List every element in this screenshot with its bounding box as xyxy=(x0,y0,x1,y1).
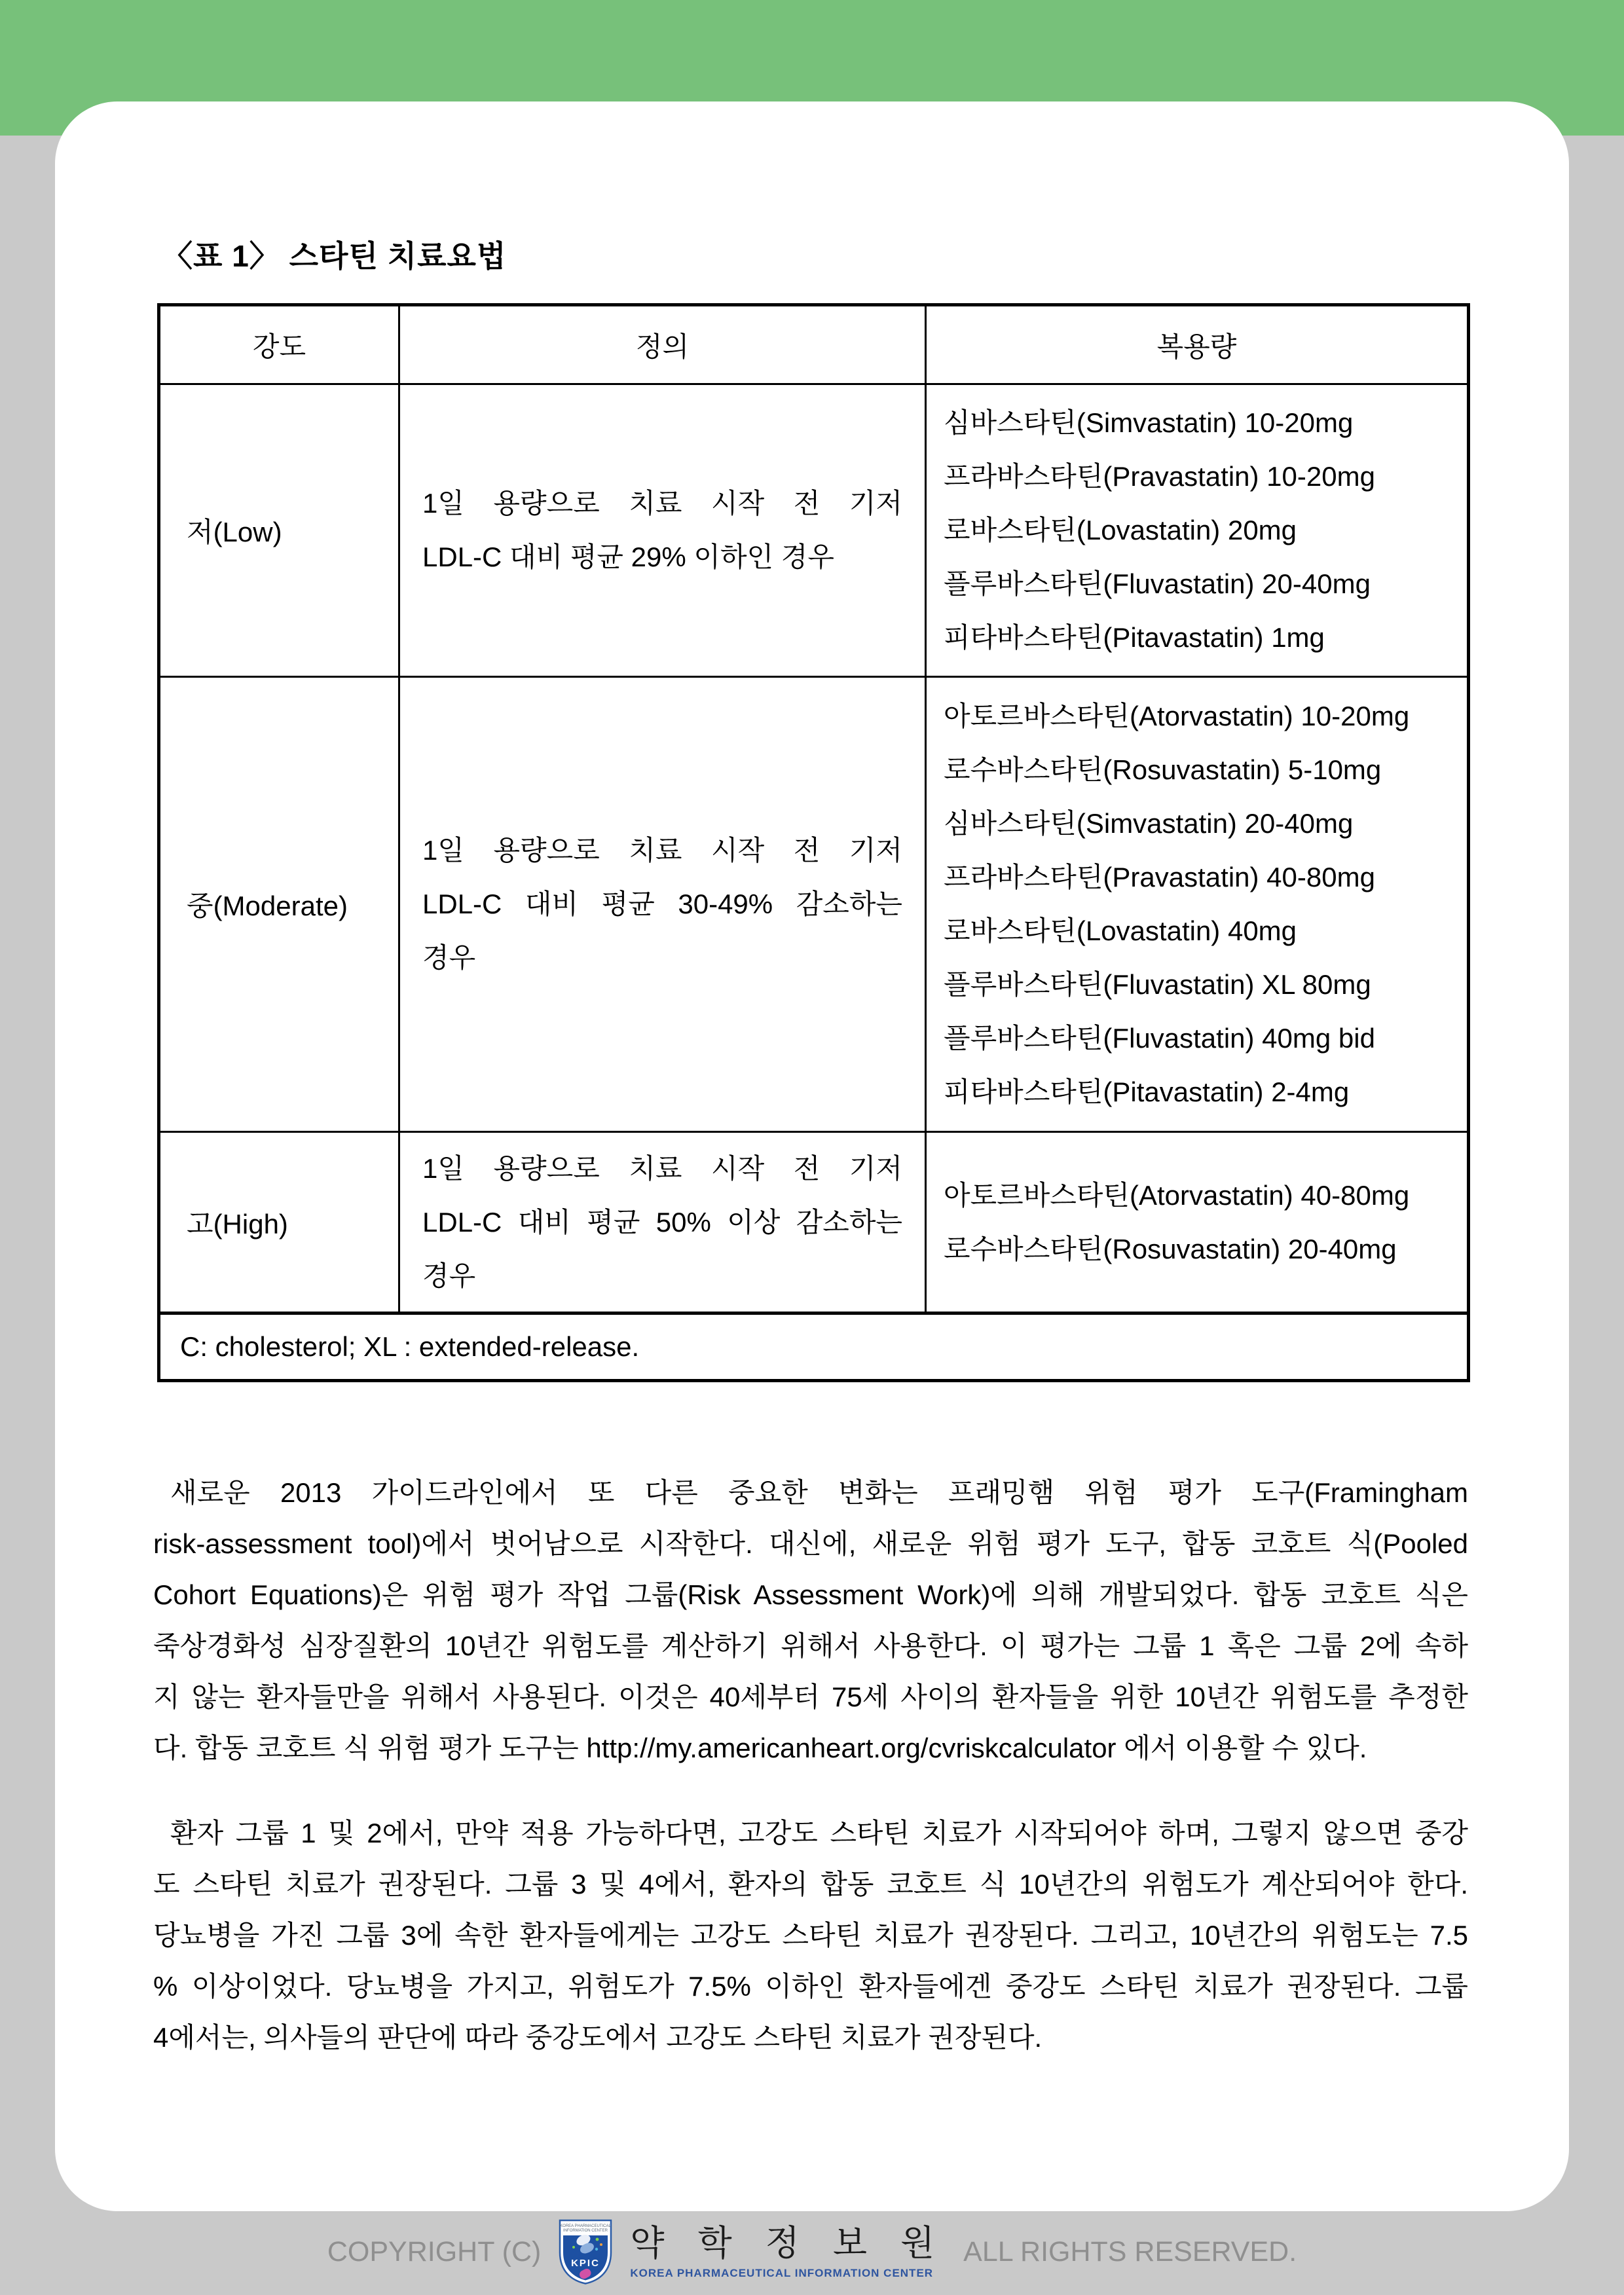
card-content xyxy=(55,101,1569,2063)
page-footer xyxy=(0,2218,1624,2285)
rights-text: ALL RIGHTS RESERVED. xyxy=(963,2235,1297,2267)
definition-cell xyxy=(399,384,926,677)
content-card xyxy=(55,101,1569,2211)
dosage-line: 프라바스타틴(Pravastatin) 40-80mg xyxy=(944,862,1375,892)
dosage-line: 플루바스타틴(Fluvastatin) XL 80mg xyxy=(944,969,1371,1000)
intensity-cell: 고(High) xyxy=(159,1132,399,1313)
dosage-line: 플루바스타틴(Fluvastatin) 40mg bid xyxy=(944,1023,1375,1054)
dosage-line: 로수바스타틴(Rosuvastatin) 20-40mg xyxy=(944,1233,1397,1264)
definition-cell xyxy=(399,1132,926,1313)
table-header-row xyxy=(159,305,1469,384)
col-header-intensity: 강도 xyxy=(159,305,399,384)
logo-korean-name: 약 학 정 보 원 xyxy=(630,2224,947,2263)
paragraph-risk-tool xyxy=(153,1467,1468,1774)
dosage-line: 아토르바스타틴(Atorvastatin) 40-80mg xyxy=(944,1179,1410,1211)
intensity-cell: 중(Moderate) xyxy=(159,677,399,1132)
paragraph-line: 죽상경화성 심장질환의 10년간 위험도를 계산하기 위해서 사용한다. 이 평가는 그룹 1 혹은 그룹 2에 속하 xyxy=(153,1630,1468,1661)
dosage-line: 플루바스타틴(Fluvastatin) 20-40mg xyxy=(944,568,1371,599)
col-header-definition: 정의 xyxy=(399,305,926,384)
dosage-cell xyxy=(926,384,1469,677)
definition-line: 경우 xyxy=(422,1260,476,1291)
dosage-line: 프라바스타틴(Pravastatin) 10-20mg xyxy=(944,461,1375,492)
dosage-line: 피타바스타틴(Pitavastatin) 2-4mg xyxy=(944,1076,1350,1107)
shield-top-text: KOREA PHARMACEUTICAL xyxy=(560,2224,612,2228)
dosage-line: 피타바스타틴(Pitavastatin) 1mg xyxy=(944,622,1325,653)
definition-cell xyxy=(399,677,926,1132)
kpic-logo-text: KPIC xyxy=(571,2258,600,2269)
paragraph-line: 다. 합동 코호트 식 위험 평가 도구는 http://my.americanheart.org/cvriskcalculator 에서 이용할 수 있다. xyxy=(153,1733,1367,1763)
table-footnote: C: cholesterol; XL : extended-release. xyxy=(159,1313,1469,1381)
definition-line: LDL-C 대비 평균 30-49% 감소하는 xyxy=(422,889,902,919)
paragraph-line: 새로운 2013 가이드라인에서 또 다른 중요한 변화는 프래밍햄 위험 평가 도구(Framingham xyxy=(170,1477,1468,1508)
paragraph-line: 4에서는, 의사들의 판단에 따라 중강도에서 고강도 스타틴 치료가 권장된다. xyxy=(153,2022,1043,2053)
copyright-text: COPYRIGHT (C) xyxy=(327,2235,542,2267)
col-header-dosage: 복용량 xyxy=(926,305,1469,384)
dosage-line: 심바스타틴(Simvastatin) 20-40mg xyxy=(944,808,1354,839)
definition-line: 경우 xyxy=(422,942,476,973)
table-footnote-row xyxy=(159,1313,1469,1381)
paragraph-line: 환자 그룹 1 및 2에서, 만약 적용 가능하다면, 고강도 스타틴 치료가 시작되어야 하며, 그렇지 않으면 중강 xyxy=(170,1818,1468,1848)
paragraph-line: 지 않는 환자들만을 위해서 사용된다. 이것은 40세부터 75세 사이의 환자들을 위한 10년간 위험도를 추정한 xyxy=(153,1681,1468,1712)
statin-therapy-table xyxy=(157,303,1470,1382)
dosage-cell xyxy=(926,1132,1469,1313)
intensity-cell: 저(Low) xyxy=(159,384,399,677)
dosage-line: 아토르바스타틴(Atorvastatin) 10-20mg xyxy=(944,701,1410,731)
table-row-moderate xyxy=(159,677,1469,1132)
logo-subtitle: KOREA PHARMACEUTICAL INFORMATION CENTER xyxy=(630,2267,934,2279)
dosage-line: 로바스타틴(Lovastatin) 40mg xyxy=(944,915,1297,946)
table-title: 〈표 1〉 스타틴 치료요법 xyxy=(162,239,507,273)
paragraph-line: 도 스타틴 치료가 권장된다. 그룹 3 및 4에서, 환자의 합동 코호트 식 10년간의 위험도가 계산되어야 한다. xyxy=(153,1869,1468,1900)
dosage-cell xyxy=(926,677,1469,1132)
dosage-line: 심바스타틴(Simvastatin) 10-20mg xyxy=(944,407,1354,438)
shield-top-text: INFORMATION CENTER xyxy=(563,2229,608,2233)
paragraph-line: % 이상이었다. 당뇨병을 가지고, 위험도가 7.5% 이하인 환자들에겐 중강도 스타틴 치료가 권장된다. 그룹 xyxy=(153,1971,1468,2002)
paragraph-line: 당뇨병을 가진 그룹 3에 속한 환자들에게는 고강도 스타틴 치료가 권장된다. 그리고, 10년간의 위험도는 7.5 xyxy=(153,1920,1468,1951)
definition-line: 1일 용량으로 치료 시작 전 기저 xyxy=(422,1152,902,1184)
table-row-low xyxy=(159,384,1469,677)
definition-line: 1일 용량으로 치료 시작 전 기저 xyxy=(422,835,902,866)
kpic-logo-icon xyxy=(558,2218,613,2285)
paragraph-line: risk-assessment tool)에서 벗어남으로 시작한다. 대신에, 새로운 위험 평가 도구, 합동 코호트 식(Pooled xyxy=(153,1528,1468,1559)
table-row-high xyxy=(159,1132,1469,1313)
definition-line: LDL-C 대비 평균 50% 이상 감소하는 xyxy=(422,1206,902,1238)
definition-line: 1일 용량으로 치료 시작 전 기저 xyxy=(422,488,902,519)
dosage-line: 로수바스타틴(Rosuvastatin) 5-10mg xyxy=(944,754,1382,785)
paragraph-line: Cohort Equations)은 위험 평가 작업 그룹(Risk Assessment Work)에 의해 개발되었다. 합동 코호트 식은 xyxy=(153,1579,1468,1610)
dosage-line: 로바스타틴(Lovastatin) 20mg xyxy=(944,515,1297,545)
paragraph-patient-groups xyxy=(153,1808,1468,2063)
logo-text-block xyxy=(630,2224,946,2280)
definition-line: LDL-C 대비 평균 29% 이하인 경우 xyxy=(422,542,834,572)
